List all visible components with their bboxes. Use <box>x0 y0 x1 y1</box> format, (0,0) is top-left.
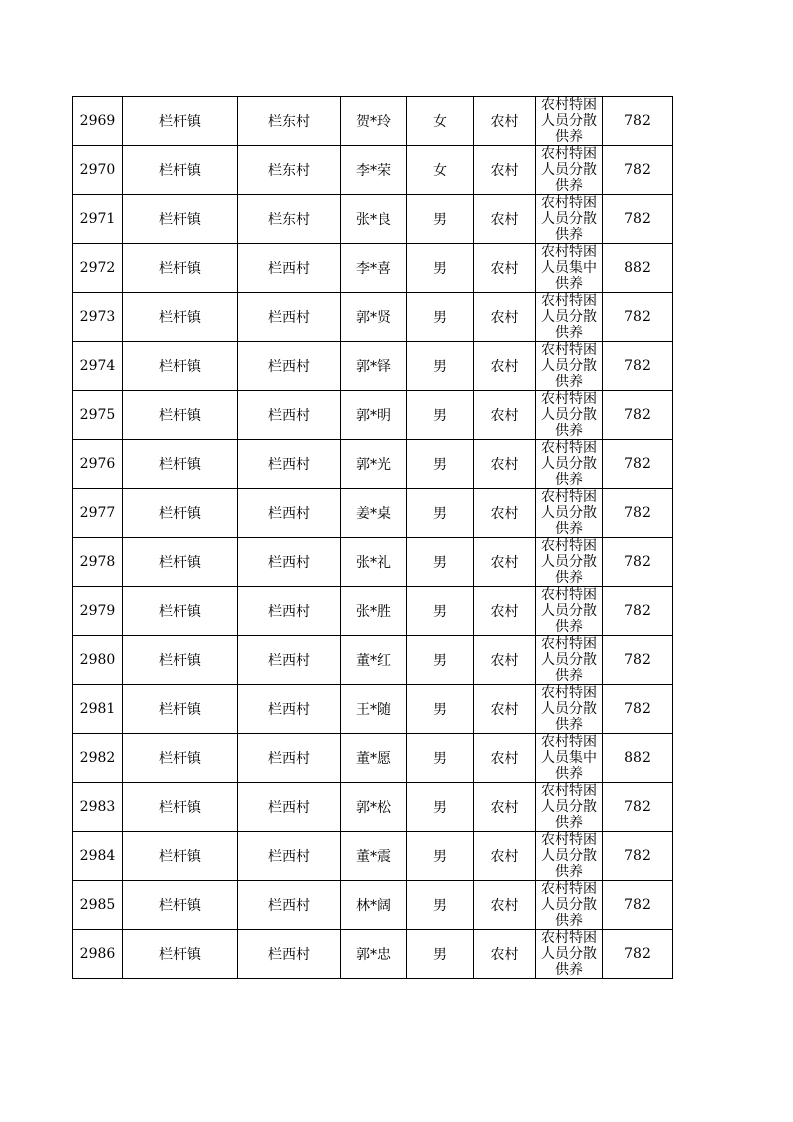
support-type-text: 农村特困人员分散供养 <box>541 195 597 243</box>
row-number-cell: 2972 <box>73 244 123 293</box>
residence-type-cell: 农村 <box>474 146 536 195</box>
town-cell: 栏杆镇 <box>123 587 238 636</box>
town-cell: 栏杆镇 <box>123 489 238 538</box>
row-number-cell: 2980 <box>73 636 123 685</box>
table-row <box>73 734 673 783</box>
table-row <box>73 930 673 979</box>
support-type-cell <box>536 440 603 489</box>
person-name-cell: 郭*贤 <box>341 293 407 342</box>
support-type-cell <box>536 195 603 244</box>
village-cell: 栏西村 <box>238 783 341 832</box>
row-number-cell: 2977 <box>73 489 123 538</box>
gender-cell: 男 <box>407 391 474 440</box>
village-cell: 栏东村 <box>238 97 341 146</box>
support-type-text: 农村特困人员分散供养 <box>541 636 597 684</box>
table-row <box>73 146 673 195</box>
table-row <box>73 342 673 391</box>
village-cell: 栏西村 <box>238 391 341 440</box>
support-type-text: 农村特困人员集中供养 <box>541 244 597 292</box>
person-name-cell: 李*荣 <box>341 146 407 195</box>
support-type-cell <box>536 244 603 293</box>
village-cell: 栏西村 <box>238 930 341 979</box>
person-name-cell: 张*胜 <box>341 587 407 636</box>
village-cell: 栏东村 <box>238 195 341 244</box>
support-type-text: 农村特困人员分散供养 <box>541 97 597 145</box>
town-cell: 栏杆镇 <box>123 97 238 146</box>
village-cell: 栏东村 <box>238 146 341 195</box>
gender-cell: 男 <box>407 881 474 930</box>
row-number-cell: 2986 <box>73 930 123 979</box>
support-type-cell <box>536 342 603 391</box>
gender-cell: 男 <box>407 734 474 783</box>
gender-cell: 男 <box>407 195 474 244</box>
gender-cell: 男 <box>407 930 474 979</box>
support-type-text: 农村特困人员分散供养 <box>541 587 597 635</box>
support-type-text: 农村特困人员集中供养 <box>541 734 597 782</box>
table-row <box>73 244 673 293</box>
village-cell: 栏西村 <box>238 489 341 538</box>
support-type-text: 农村特困人员分散供养 <box>541 538 597 586</box>
person-name-cell: 张*礼 <box>341 538 407 587</box>
person-name-cell: 林*阔 <box>341 881 407 930</box>
person-name-cell: 李*喜 <box>341 244 407 293</box>
residence-type-cell: 农村 <box>474 734 536 783</box>
person-name-cell: 郭*明 <box>341 391 407 440</box>
gender-cell: 男 <box>407 293 474 342</box>
town-cell: 栏杆镇 <box>123 636 238 685</box>
table-row <box>73 636 673 685</box>
gender-cell: 男 <box>407 342 474 391</box>
support-type-text: 农村特困人员分散供养 <box>541 440 597 488</box>
town-cell: 栏杆镇 <box>123 734 238 783</box>
row-number-cell: 2969 <box>73 97 123 146</box>
support-type-text: 农村特困人员分散供养 <box>541 489 597 537</box>
person-name-cell: 张*良 <box>341 195 407 244</box>
table-row <box>73 587 673 636</box>
amount-cell: 782 <box>603 440 673 489</box>
support-type-cell <box>536 783 603 832</box>
amount-cell: 782 <box>603 636 673 685</box>
table-row <box>73 489 673 538</box>
row-number-cell: 2976 <box>73 440 123 489</box>
support-type-cell <box>536 538 603 587</box>
support-type-cell <box>536 930 603 979</box>
row-number-cell: 2982 <box>73 734 123 783</box>
residence-type-cell: 农村 <box>474 538 536 587</box>
town-cell: 栏杆镇 <box>123 342 238 391</box>
support-type-text: 农村特困人员分散供养 <box>541 293 597 341</box>
amount-cell: 782 <box>603 342 673 391</box>
gender-cell: 男 <box>407 440 474 489</box>
person-name-cell: 郭*松 <box>341 783 407 832</box>
amount-cell: 782 <box>603 146 673 195</box>
residence-type-cell: 农村 <box>474 930 536 979</box>
table-row <box>73 440 673 489</box>
support-type-cell <box>536 685 603 734</box>
residence-type-cell: 农村 <box>474 783 536 832</box>
residence-type-cell: 农村 <box>474 440 536 489</box>
village-cell: 栏西村 <box>238 636 341 685</box>
table-row <box>73 391 673 440</box>
row-number-cell: 2983 <box>73 783 123 832</box>
gender-cell: 男 <box>407 832 474 881</box>
town-cell: 栏杆镇 <box>123 832 238 881</box>
village-cell: 栏西村 <box>238 244 341 293</box>
row-number-cell: 2975 <box>73 391 123 440</box>
town-cell: 栏杆镇 <box>123 195 238 244</box>
amount-cell: 782 <box>603 538 673 587</box>
amount-cell: 782 <box>603 489 673 538</box>
row-number-cell: 2974 <box>73 342 123 391</box>
town-cell: 栏杆镇 <box>123 293 238 342</box>
support-type-cell <box>536 293 603 342</box>
residence-type-cell: 农村 <box>474 293 536 342</box>
row-number-cell: 2973 <box>73 293 123 342</box>
table-row <box>73 783 673 832</box>
village-cell: 栏西村 <box>238 832 341 881</box>
residence-type-cell: 农村 <box>474 489 536 538</box>
support-type-cell <box>536 97 603 146</box>
row-number-cell: 2981 <box>73 685 123 734</box>
support-type-text: 农村特困人员分散供养 <box>541 832 597 880</box>
residence-type-cell: 农村 <box>474 685 536 734</box>
amount-cell: 782 <box>603 685 673 734</box>
gender-cell: 女 <box>407 146 474 195</box>
table-row <box>73 97 673 146</box>
residence-type-cell: 农村 <box>474 636 536 685</box>
table-row <box>73 685 673 734</box>
amount-cell: 782 <box>603 832 673 881</box>
amount-cell: 782 <box>603 293 673 342</box>
residence-type-cell: 农村 <box>474 881 536 930</box>
support-type-text: 农村特困人员分散供养 <box>541 881 597 929</box>
village-cell: 栏西村 <box>238 685 341 734</box>
person-name-cell: 郭*铎 <box>341 342 407 391</box>
village-cell: 栏西村 <box>238 587 341 636</box>
roster-table <box>72 96 673 979</box>
town-cell: 栏杆镇 <box>123 440 238 489</box>
residence-type-cell: 农村 <box>474 391 536 440</box>
row-number-cell: 2971 <box>73 195 123 244</box>
row-number-cell: 2979 <box>73 587 123 636</box>
person-name-cell: 郭*光 <box>341 440 407 489</box>
residence-type-cell: 农村 <box>474 587 536 636</box>
amount-cell: 782 <box>603 391 673 440</box>
person-name-cell: 王*随 <box>341 685 407 734</box>
support-type-cell <box>536 587 603 636</box>
amount-cell: 882 <box>603 244 673 293</box>
support-type-cell <box>536 489 603 538</box>
table-row <box>73 538 673 587</box>
town-cell: 栏杆镇 <box>123 930 238 979</box>
support-type-cell <box>536 636 603 685</box>
town-cell: 栏杆镇 <box>123 146 238 195</box>
row-number-cell: 2985 <box>73 881 123 930</box>
village-cell: 栏西村 <box>238 293 341 342</box>
person-name-cell: 郭*忠 <box>341 930 407 979</box>
gender-cell: 男 <box>407 489 474 538</box>
support-type-text: 农村特困人员分散供养 <box>541 930 597 978</box>
town-cell: 栏杆镇 <box>123 391 238 440</box>
residence-type-cell: 农村 <box>474 195 536 244</box>
town-cell: 栏杆镇 <box>123 783 238 832</box>
town-cell: 栏杆镇 <box>123 685 238 734</box>
table-row <box>73 195 673 244</box>
village-cell: 栏西村 <box>238 881 341 930</box>
village-cell: 栏西村 <box>238 342 341 391</box>
gender-cell: 男 <box>407 636 474 685</box>
person-name-cell: 贺*玲 <box>341 97 407 146</box>
town-cell: 栏杆镇 <box>123 538 238 587</box>
row-number-cell: 2978 <box>73 538 123 587</box>
gender-cell: 女 <box>407 97 474 146</box>
support-type-text: 农村特困人员分散供养 <box>541 391 597 439</box>
row-number-cell: 2970 <box>73 146 123 195</box>
table-row <box>73 881 673 930</box>
residence-type-cell: 农村 <box>474 342 536 391</box>
person-name-cell: 姜*桌 <box>341 489 407 538</box>
support-type-text: 农村特困人员分散供养 <box>541 146 597 194</box>
amount-cell: 882 <box>603 734 673 783</box>
residence-type-cell: 农村 <box>474 97 536 146</box>
person-name-cell: 董*红 <box>341 636 407 685</box>
support-type-cell <box>536 734 603 783</box>
support-type-cell <box>536 832 603 881</box>
residence-type-cell: 农村 <box>474 832 536 881</box>
town-cell: 栏杆镇 <box>123 244 238 293</box>
gender-cell: 男 <box>407 587 474 636</box>
town-cell: 栏杆镇 <box>123 881 238 930</box>
amount-cell: 782 <box>603 881 673 930</box>
support-type-cell <box>536 391 603 440</box>
gender-cell: 男 <box>407 244 474 293</box>
roster-body <box>73 97 673 979</box>
amount-cell: 782 <box>603 195 673 244</box>
village-cell: 栏西村 <box>238 440 341 489</box>
amount-cell: 782 <box>603 930 673 979</box>
amount-cell: 782 <box>603 587 673 636</box>
row-number-cell: 2984 <box>73 832 123 881</box>
village-cell: 栏西村 <box>238 538 341 587</box>
gender-cell: 男 <box>407 685 474 734</box>
person-name-cell: 董*震 <box>341 832 407 881</box>
residence-type-cell: 农村 <box>474 244 536 293</box>
village-cell: 栏西村 <box>238 734 341 783</box>
support-type-text: 农村特困人员分散供养 <box>541 342 597 390</box>
support-type-cell <box>536 881 603 930</box>
gender-cell: 男 <box>407 538 474 587</box>
table-row <box>73 832 673 881</box>
table-row <box>73 293 673 342</box>
support-type-cell <box>536 146 603 195</box>
support-type-text: 农村特困人员分散供养 <box>541 685 597 733</box>
gender-cell: 男 <box>407 783 474 832</box>
person-name-cell: 董*愿 <box>341 734 407 783</box>
amount-cell: 782 <box>603 97 673 146</box>
amount-cell: 782 <box>603 783 673 832</box>
support-type-text: 农村特困人员分散供养 <box>541 783 597 831</box>
